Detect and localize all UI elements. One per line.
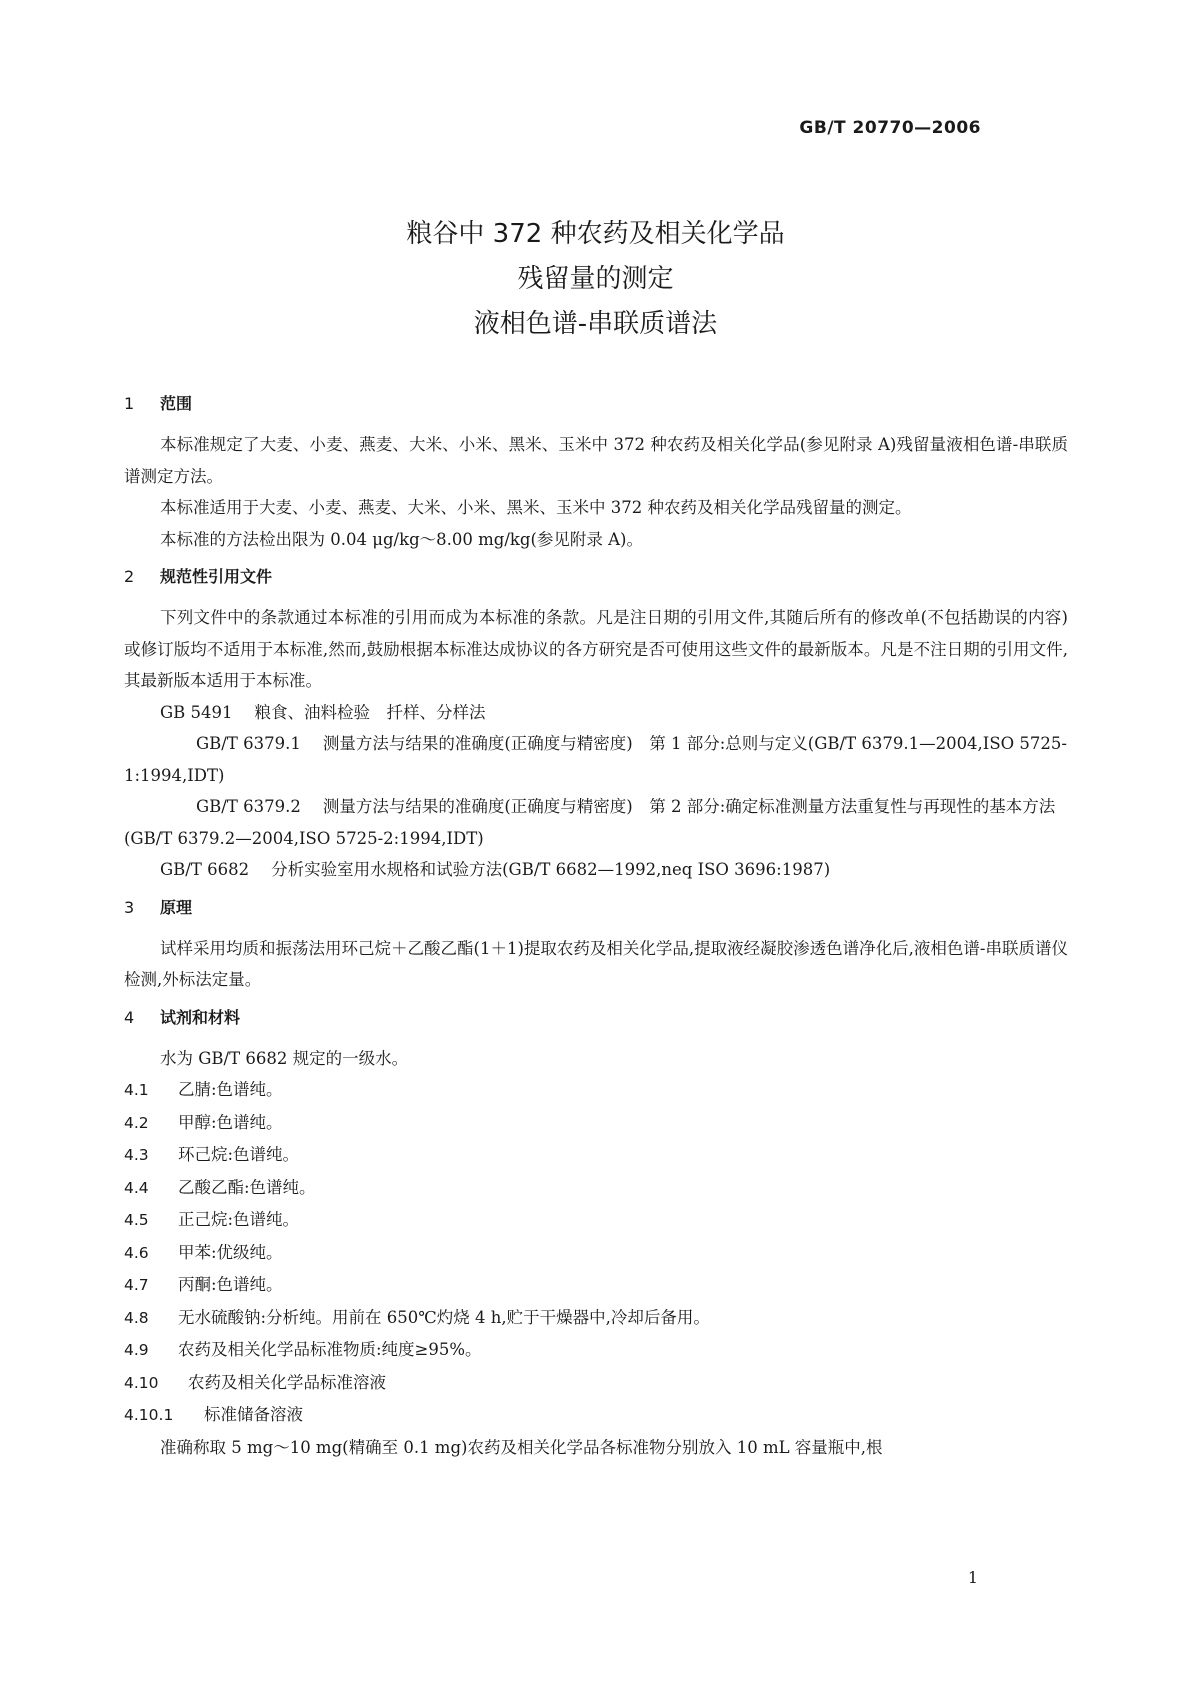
list-item	[124, 1074, 1068, 1107]
list-item	[124, 1399, 1068, 1432]
item-number: 4.3	[124, 1146, 149, 1164]
item-text: 标准储备溶液	[204, 1405, 303, 1424]
reference-code: GB 5491	[160, 702, 233, 722]
reference-title: 粮食、油料检验 扦样、分样法	[254, 702, 486, 722]
item-text: 无水硫酸钠:分析纯。用前在 650℃灼烧 4 h,贮于干燥器中,冷却后备用。	[178, 1307, 710, 1327]
section-2-heading	[124, 562, 1068, 592]
reference-item	[124, 854, 1068, 886]
item-number: 4.4	[124, 1178, 149, 1197]
page-number: 1	[967, 1568, 978, 1587]
reference-title: 测量方法与结果的准确度(正确度与精密度) 第 1 部分:总则与定义(GB/T 6379.1—2004,ISO 5725-1:1994,IDT)	[124, 734, 1067, 785]
section-title: 试剂和材料	[160, 1007, 241, 1027]
reference-item	[124, 791, 1068, 854]
section-title: 规范性引用文件	[160, 567, 273, 586]
item-text: 甲苯:优级纯。	[178, 1242, 283, 1262]
section-4-heading	[124, 1003, 1068, 1033]
section-title: 原理	[160, 897, 193, 917]
item-text: 丙酮:色谱纯。	[178, 1275, 283, 1294]
paragraph: 试样采用均质和振荡法用环己烷＋乙酸乙酯(1＋1)提取农药及相关化学品,提取液经凝胶渗透色谱净化后,液相色谱-串联质谱仪检测,外标法定量。	[124, 938, 1068, 989]
item-text: 正己烷:色谱纯。	[178, 1210, 300, 1229]
paragraph: 准确称取 5 mg～10 mg(精确至 0.1 mg)农药及相关化学品各标准物分别放入 10 mL 容量瓶中,根	[160, 1437, 883, 1457]
item-number: 4.8	[124, 1308, 149, 1327]
list-item	[124, 1334, 1068, 1367]
paragraph: 本标准的方法检出限为 0.04 μg/kg～8.00 mg/kg(参见附录 A)。	[160, 529, 643, 549]
item-text: 环己烷:色谱纯。	[178, 1145, 300, 1164]
reference-title: 分析实验室用水规格和试验方法(GB/T 6682—1992,neq ISO 3696:1987)	[271, 860, 831, 879]
title-line-3: 液相色谱-串联质谱法	[473, 309, 718, 339]
section-1-heading	[124, 389, 1068, 419]
item-text: 甲醇:色谱纯。	[178, 1112, 283, 1132]
item-number: 4.7	[124, 1276, 149, 1294]
item-number: 4.2	[124, 1113, 149, 1132]
list-item	[124, 1237, 1068, 1270]
title-line-1: 粮谷中 372 种农药及相关化学品	[406, 219, 785, 249]
section-number: 3	[124, 897, 135, 917]
item-number: 4.5	[124, 1211, 149, 1229]
item-number: 4.9	[124, 1341, 149, 1359]
list-item	[124, 1172, 1068, 1205]
item-number: 4.1	[124, 1081, 149, 1099]
section-3-heading	[124, 893, 1068, 923]
section-title: 范围	[160, 394, 193, 413]
item-number: 4.10.1	[124, 1406, 174, 1424]
reference-code: GB/T 6379.1	[196, 734, 301, 753]
paragraph: 本标准规定了大麦、小麦、燕麦、大米、小米、黑米、玉米中 372 种农药及相关化学品(参见附录 A)残留量液相色谱-串联质谱测定方法。	[124, 435, 1068, 486]
list-item	[124, 1139, 1068, 1172]
list-item	[124, 1269, 1068, 1302]
paragraph: 下列文件中的条款通过本标准的引用而成为本标准的条款。凡是注日期的引用文件,其随后所有的修改单(不包括勘误的内容)或修订版均不适用于本标准,然而,鼓励根据本标准达成协议的各方研究是否可使用这些文件的最新版本。凡是不注日期的引用文件,其最新版本适用于本标准。	[124, 608, 1068, 690]
section-number: 4	[124, 1007, 135, 1027]
document-title	[0, 212, 1191, 347]
title-line-2: 残留量的测定	[517, 264, 674, 294]
item-text: 乙酸乙酯:色谱纯。	[178, 1177, 316, 1197]
reference-code: GB/T 6682	[160, 860, 250, 879]
standard-number: GB/T 20770—2006	[799, 118, 981, 138]
paragraph: 本标准适用于大麦、小麦、燕麦、大米、小米、黑米、玉米中 372 种农药及相关化学品残留量的测定。	[160, 498, 912, 517]
item-number: 4.6	[124, 1243, 149, 1262]
list-item	[124, 1204, 1068, 1237]
section-number: 2	[124, 567, 135, 586]
reference-title: 测量方法与结果的准确度(正确度与精密度) 第 2 部分:确定标准测量方法重复性与再现性的基本方法(GB/T 6379.2—2004,ISO 5725-2:1994,IDT)	[124, 797, 1056, 848]
reference-item	[124, 697, 1068, 729]
list-item	[124, 1302, 1068, 1335]
item-text: 农药及相关化学品标准溶液	[188, 1372, 386, 1392]
reference-code: GB/T 6379.2	[196, 797, 301, 816]
document-body	[124, 382, 1068, 1463]
reference-item	[124, 728, 1068, 791]
list-item	[124, 1367, 1068, 1400]
item-text: 农药及相关化学品标准物质:纯度≥95%。	[178, 1340, 482, 1359]
item-number: 4.10	[124, 1373, 159, 1392]
item-text: 乙腈:色谱纯。	[178, 1080, 283, 1099]
section-number: 1	[124, 394, 135, 413]
paragraph: 水为 GB/T 6682 规定的一级水。	[160, 1048, 409, 1068]
list-item	[124, 1107, 1068, 1140]
